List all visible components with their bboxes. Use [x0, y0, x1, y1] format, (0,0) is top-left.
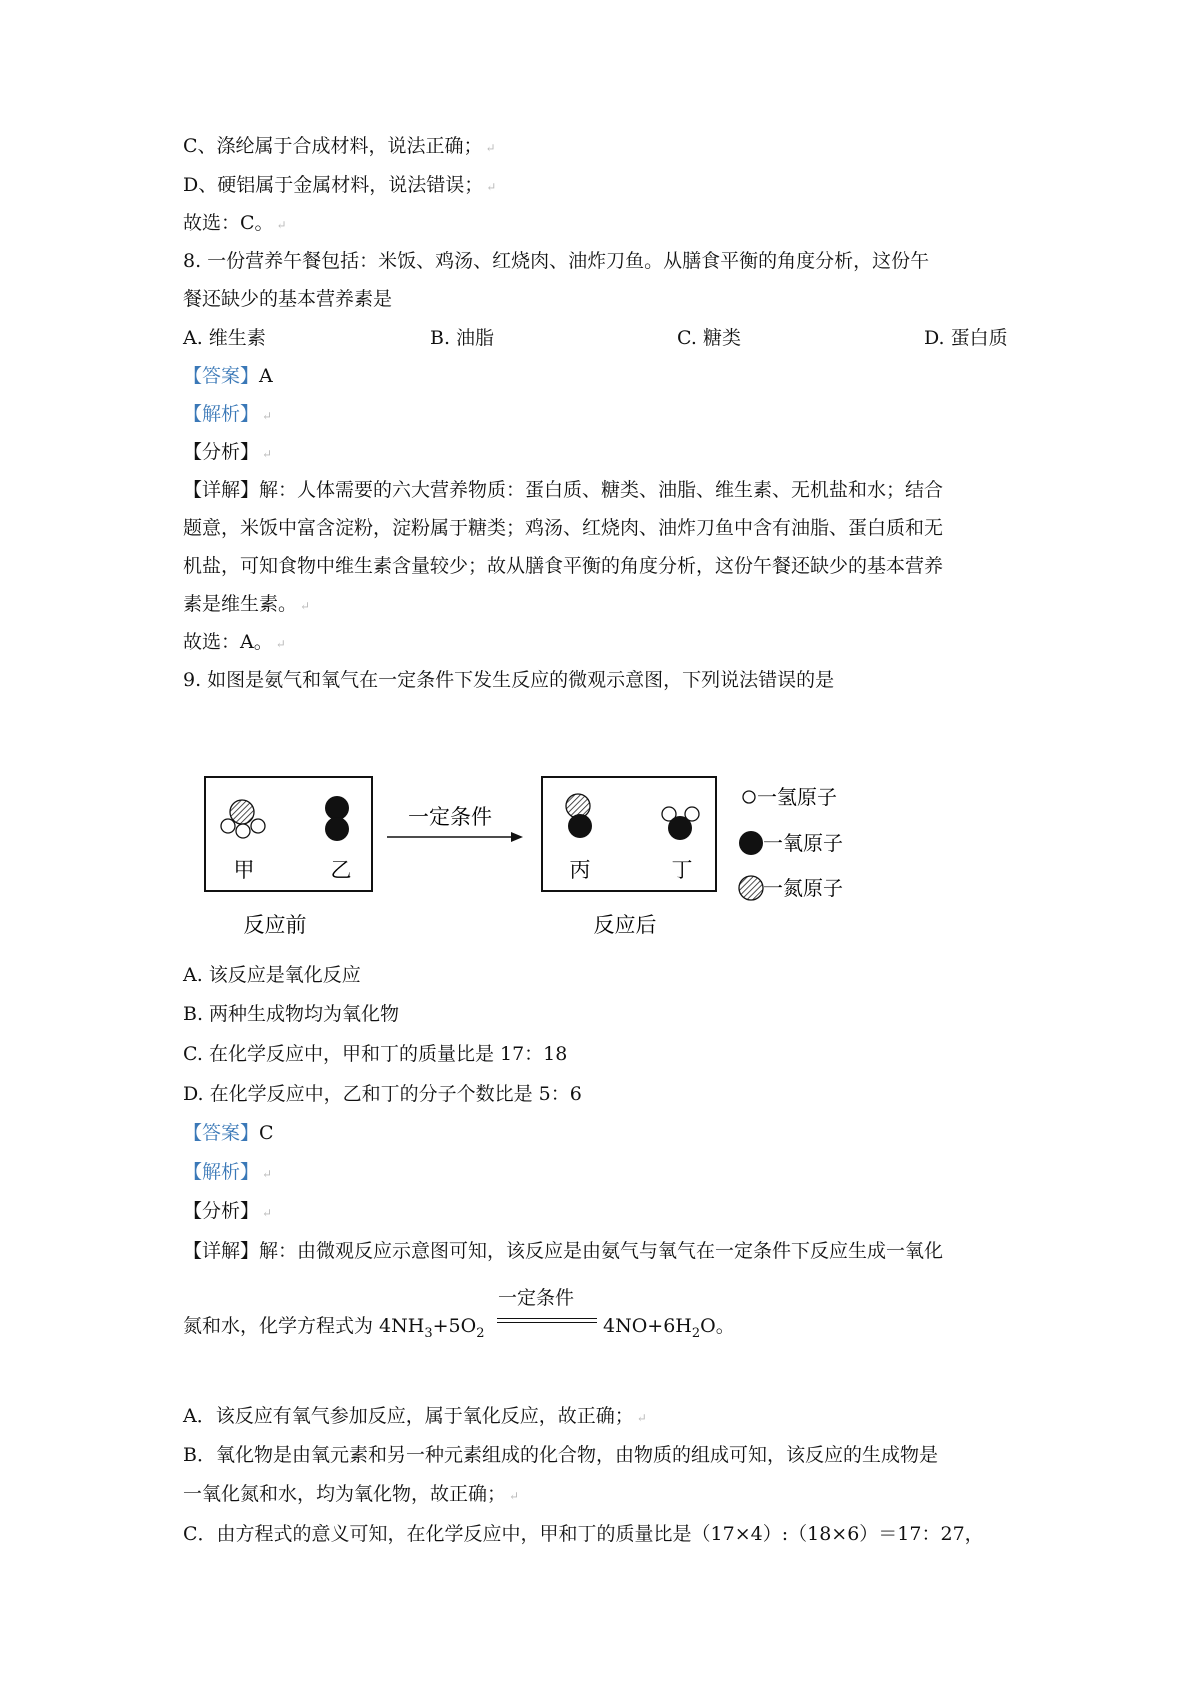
legend-hydrogen: 一氢原子: [757, 785, 837, 809]
q9-fenxi: 【分析】 ↵: [183, 1200, 273, 1222]
caption-before: 反应前: [243, 913, 307, 937]
q9-option-a: A. 该反应是氧化反应: [183, 964, 361, 986]
arrow-head-icon: [511, 832, 523, 842]
q9-option-b: B. 两种生成物均为氧化物: [183, 1003, 400, 1025]
label-ding: 丁: [671, 858, 693, 882]
legend-nitrogen-icon: [739, 876, 763, 900]
molecule-ding: [662, 807, 699, 840]
molecule-yi: [325, 796, 349, 841]
label-jia: 甲: [233, 858, 255, 882]
q8-option-b: B. 油脂: [430, 327, 495, 349]
q8-detail-3: 机盐，可知食物中维生素含量较少；故从膳食平衡的角度分析，这份午餐还缺少的基本营养: [183, 555, 944, 577]
caption-after: 反应后: [593, 913, 657, 937]
q8-stem-1: 8. 一份营养午餐包括：米饭、鸡汤、红烧肉、油炸刀鱼。从膳食平衡的角度分析，这份午: [183, 250, 930, 272]
q8-option-a: A. 维生素: [183, 327, 266, 349]
legend-oxygen-icon: [739, 831, 763, 855]
hydrogen-atom: [251, 819, 265, 833]
q8-jiexi: 【解析】 ↵: [183, 403, 273, 425]
arrow-condition: 一定条件: [408, 805, 492, 829]
equation-equals-sign: [497, 1318, 597, 1326]
hydrogen-atom: [221, 819, 235, 833]
q9-detail-1: 【详解】解：由微观反应示意图可知，该反应是由氨气与氧气在一定条件下反应生成一氧化: [183, 1240, 944, 1262]
equation-condition: 一定条件: [498, 1287, 575, 1309]
q9-answer: 【答案】C: [183, 1122, 274, 1144]
line-c-dilun: C、涤纶属于合成材料，说法正确； ↵: [183, 135, 496, 157]
q8-option-d: D. 蛋白质: [924, 327, 1008, 349]
oxygen-atom: [568, 814, 592, 838]
legend-nitrogen: 一氮原子: [763, 876, 843, 900]
q9-analysis-b-2: 一氧化氮和水，均为氧化物，故正确； ↵: [183, 1483, 520, 1505]
oxygen-atom: [325, 817, 349, 841]
q9-analysis-c: C．由方程式的意义可知，在化学反应中，甲和丁的质量比是（17×4）:（18×6）＝17：27，: [183, 1523, 984, 1545]
q8-select: 故选：A。 ↵: [183, 631, 286, 653]
q9-jiexi: 【解析】 ↵: [183, 1161, 273, 1183]
hydrogen-atom: [236, 824, 250, 838]
q8-fenxi: 【分析】 ↵: [183, 441, 273, 463]
q9-stem: 9. 如图是氨气和氧气在一定条件下发生反应的微观示意图，下列说法错误的是: [183, 669, 835, 691]
q9-analysis-a: A．该反应有氧气参加反应，属于氧化反应，故正确； ↵: [183, 1405, 647, 1427]
q8-stem-2: 餐还缺少的基本营养素是: [183, 288, 393, 310]
q8-option-c: C. 糖类: [677, 327, 741, 349]
legend-oxygen: 一氧原子: [763, 831, 843, 855]
line-select-c: 故选：C。 ↵: [183, 212, 287, 234]
q8-detail-2: 题意，米饭中富含淀粉，淀粉属于糖类；鸡汤、红烧肉、油炸刀鱼中含有油脂、蛋白质和无: [183, 517, 944, 539]
q9-analysis-b-1: B．氧化物是由氧元素和另一种元素组成的化合物，由物质的组成可知，该反应的生成物是: [183, 1444, 938, 1466]
label-bing: 丙: [569, 858, 591, 882]
q9-equation-products: $4NO+6H_2O$。: [603, 1315, 735, 1341]
legend-hydrogen-icon: [743, 791, 755, 803]
q9-option-c: C. 在化学反应中，甲和丁的质量比是 17：18: [183, 1043, 568, 1065]
label-yi: 乙: [330, 858, 352, 882]
q8-detail-1: 【详解】解：人体需要的六大营养物质：蛋白质、糖类、油脂、维生素、无机盐和水；结合: [183, 479, 944, 501]
q9-option-d: D. 在化学反应中，乙和丁的分子个数比是 5：6: [183, 1083, 582, 1105]
q8-answer: 【答案】A: [183, 365, 273, 387]
molecule-jia: [221, 800, 265, 838]
oxygen-atom: [325, 796, 349, 820]
nitrogen-atom: [230, 800, 254, 824]
oxygen-atom: [668, 816, 692, 840]
line-d-yinglv: D、硬铝属于金属材料，说法错误； ↵: [183, 174, 497, 196]
q8-detail-4: 素是维生素。 ↵: [183, 593, 311, 615]
molecule-bing: [566, 794, 592, 838]
q9-equation-line: 氮和水，化学方程式为 $4NH_3+5O_2$: [183, 1315, 485, 1341]
